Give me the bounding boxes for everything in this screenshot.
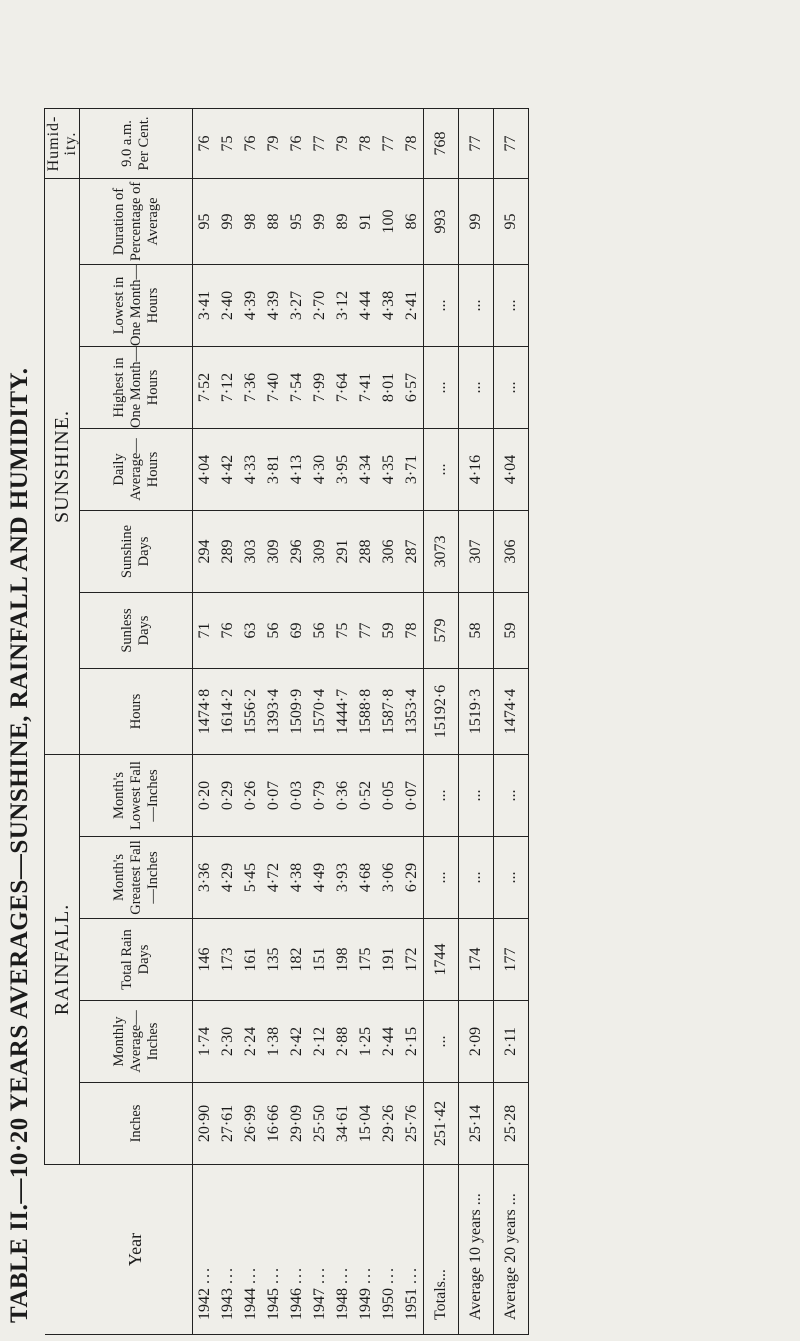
- avg10-sunshine: 307: [459, 511, 494, 593]
- cell-highest: 7·64: [334, 372, 351, 403]
- cell-lowest: 0·05: [380, 780, 397, 811]
- totals-label: Totals...: [424, 1165, 459, 1335]
- avg20-monthly: 2·11: [494, 1001, 529, 1083]
- cell-humidity: 77: [311, 135, 328, 152]
- cell-sunshine: 287: [403, 539, 420, 564]
- cell-humidity: 75: [219, 135, 236, 152]
- totals-lowest: ...: [424, 755, 459, 837]
- header-duration-percentage: Duration of Percentage of Average: [80, 179, 193, 265]
- year-column: [193, 1165, 424, 1335]
- cell-duration: 95: [196, 213, 213, 230]
- year-corner: [45, 1165, 80, 1335]
- cell-hours: 1587·8: [380, 688, 397, 735]
- averages-table: [44, 108, 529, 1335]
- year-label: 1951: [403, 1288, 420, 1320]
- monthly-average-column: [193, 1001, 424, 1083]
- header-total-rain-days: Total Rain Days: [80, 919, 193, 1001]
- totals-humidity: 768: [424, 109, 459, 179]
- cell-highest: 7·54: [288, 372, 305, 403]
- cell-sunless: 75: [334, 622, 351, 639]
- cell-sunless: 71: [196, 622, 213, 639]
- year-ellipsis: ...: [357, 1266, 374, 1284]
- cell-year: [377, 1165, 400, 1320]
- cell-highest: 7·12: [219, 372, 236, 403]
- cell-sunshine: 291: [334, 539, 351, 564]
- cell-humidity: 79: [334, 135, 351, 152]
- year-ellipsis: ...: [265, 1266, 282, 1284]
- header-sunshine-days: Sunshine Days: [80, 511, 193, 593]
- rain-days-column: [193, 919, 424, 1001]
- cell-lowest: 0·03: [288, 780, 305, 811]
- cell-duration: 95: [288, 213, 305, 230]
- year-ellipsis: ...: [334, 1266, 351, 1284]
- year-label: 1950: [380, 1288, 397, 1320]
- cell-greatest: 3·36: [196, 862, 213, 893]
- cell-sunless: 56: [265, 622, 282, 639]
- cell-greatest: 4·38: [288, 862, 305, 893]
- totals-greatest: ...: [424, 837, 459, 919]
- cell-inches: 27·61: [219, 1104, 236, 1143]
- cell-highest: 8·01: [380, 372, 397, 403]
- avg10-ellipsis: ...: [467, 1193, 484, 1206]
- cell-sunless: 56: [311, 622, 328, 639]
- cell-days: 191: [380, 947, 397, 972]
- cell-duration: 99: [311, 213, 328, 230]
- cell-days: 182: [288, 947, 305, 972]
- cell-inches: 16·66: [265, 1104, 282, 1143]
- year-label: 1944: [242, 1288, 259, 1320]
- cell-days: 151: [311, 947, 328, 972]
- cell-inches: 29·09: [288, 1104, 305, 1143]
- cell-monthly: 2·42: [288, 1026, 305, 1057]
- cell-monthly: 2·44: [380, 1026, 397, 1057]
- cell-lowest_h: 3·12: [334, 290, 351, 321]
- cell-daily: 4·30: [311, 454, 328, 485]
- cell-daily: 4·34: [357, 454, 374, 485]
- cell-days: 172: [403, 947, 420, 972]
- header-year: Year: [80, 1165, 193, 1335]
- year-ellipsis: ...: [311, 1266, 328, 1284]
- cell-sunshine: 309: [265, 539, 282, 564]
- header-lowest-fall: Month's Lowest Fall—Inches: [80, 755, 193, 837]
- cell-highest: 7·36: [242, 372, 259, 403]
- cell-lowest: 0·79: [311, 780, 328, 811]
- cell-inches: 26·99: [242, 1104, 259, 1143]
- cell-duration: 88: [265, 213, 282, 230]
- cell-days: 173: [219, 947, 236, 972]
- sunshine-group-header: SUNSHINE.: [45, 179, 80, 755]
- avg20-days: 177: [494, 919, 529, 1001]
- cell-sunshine: 309: [311, 539, 328, 564]
- cell-lowest_h: 4·44: [357, 290, 374, 321]
- cell-daily: 3·71: [403, 454, 420, 485]
- yearly-rows: [193, 109, 424, 1335]
- avg10-monthly: 2·09: [459, 1001, 494, 1083]
- avg20-humidity: 77: [494, 109, 529, 179]
- daily-average-column: [193, 429, 424, 511]
- cell-daily: 3·81: [265, 454, 282, 485]
- avg10-greatest: ...: [459, 837, 494, 919]
- cell-lowest_h: 3·27: [288, 290, 305, 321]
- cell-hours: 1614·2: [219, 688, 236, 735]
- cell-hours: 1474·8: [196, 688, 213, 735]
- cell-greatest: 6·29: [403, 862, 420, 893]
- cell-highest: 7·52: [196, 372, 213, 403]
- avg10-duration: 99: [459, 179, 494, 265]
- cell-year: [216, 1165, 239, 1320]
- cell-hours: 1509·9: [288, 688, 305, 735]
- cell-duration: 86: [403, 213, 420, 230]
- avg10-label: [459, 1165, 494, 1335]
- cell-lowest_h: 2·41: [403, 290, 420, 321]
- year-ellipsis: ...: [242, 1266, 259, 1284]
- cell-duration: 98: [242, 213, 259, 230]
- cell-lowest: 0·20: [196, 780, 213, 811]
- avg20-label: [494, 1165, 529, 1335]
- cell-humidity: 77: [380, 135, 397, 152]
- year-label: 1945: [265, 1288, 282, 1320]
- year-ellipsis: ...: [196, 1266, 213, 1284]
- cell-highest: 6·57: [403, 372, 420, 403]
- cell-sunless: 59: [380, 622, 397, 639]
- cell-hours: 1588·8: [357, 688, 374, 735]
- cell-year: [331, 1165, 354, 1320]
- cell-sunless: 76: [219, 622, 236, 639]
- avg10-humidity: 77: [459, 109, 494, 179]
- cell-sunless: 78: [403, 622, 420, 639]
- cell-year: [285, 1165, 308, 1320]
- cell-daily: 4·35: [380, 454, 397, 485]
- cell-humidity: 78: [357, 135, 374, 152]
- cell-hours: 1393·4: [265, 688, 282, 735]
- cell-year: [400, 1165, 423, 1320]
- cell-lowest: 0·07: [403, 780, 420, 811]
- year-ellipsis: ...: [380, 1266, 397, 1284]
- avg20-duration: 95: [494, 179, 529, 265]
- sunshine-days-column: [193, 511, 424, 593]
- cell-lowest_h: 2·40: [219, 290, 236, 321]
- cell-inches: 25·76: [403, 1104, 420, 1143]
- year-ellipsis: ...: [403, 1266, 420, 1284]
- cell-days: 146: [196, 947, 213, 972]
- cell-days: 135: [265, 947, 282, 972]
- avg20-lowest: ...: [494, 755, 529, 837]
- totals-duration: 993: [424, 179, 459, 265]
- table-title: TABLE II.—10·20 YEARS AVERAGES—SUNSHINE, RAINFALL AND HUMIDITY.: [6, 367, 33, 1323]
- cell-sunshine: 288: [357, 539, 374, 564]
- cell-hours: 1570·4: [311, 688, 328, 735]
- cell-monthly: 2·12: [311, 1026, 328, 1057]
- cell-year: [262, 1165, 285, 1320]
- header-highest-month: Highest in One Month—Hours: [80, 347, 193, 429]
- avg10-lowest: ...: [459, 755, 494, 837]
- cell-daily: 4·13: [288, 454, 305, 485]
- cell-sunshine: 294: [196, 539, 213, 564]
- totals-daily: ...: [424, 429, 459, 511]
- totals-highest: ...: [424, 347, 459, 429]
- totals-sunless: 579: [424, 593, 459, 669]
- header-lowest-month: Lowest in One Month—Hours: [80, 265, 193, 347]
- cell-lowest_h: 4·38: [380, 290, 397, 321]
- cell-lowest: 0·07: [265, 780, 282, 811]
- average-20-row: [494, 109, 529, 1335]
- cell-duration: 100: [380, 209, 397, 234]
- cell-greatest: 4·68: [357, 862, 374, 893]
- header-hours: Hours: [80, 669, 193, 755]
- cell-days: 198: [334, 947, 351, 972]
- cell-lowest_h: 4·39: [242, 290, 259, 321]
- cell-humidity: 76: [288, 135, 305, 152]
- cell-lowest: 0·52: [357, 780, 374, 811]
- cell-lowest_h: 4·39: [265, 290, 282, 321]
- cell-humidity: 76: [196, 135, 213, 152]
- humidity-group-header: Humid-ity.: [45, 109, 80, 179]
- cell-monthly: 1·38: [265, 1026, 282, 1057]
- cell-lowest: 0·29: [219, 780, 236, 811]
- cell-duration: 99: [219, 213, 236, 230]
- humidity-column: [193, 109, 424, 179]
- cell-greatest: 4·49: [311, 862, 328, 893]
- cell-inches: 34·61: [334, 1104, 351, 1143]
- year-ellipsis: ...: [219, 1266, 236, 1284]
- avg10-label-text: Average 10 years: [467, 1209, 484, 1320]
- cell-inches: 15·04: [357, 1104, 374, 1143]
- cell-monthly: 2·15: [403, 1026, 420, 1057]
- cell-sunshine: 303: [242, 539, 259, 564]
- cell-daily: 4·04: [196, 454, 213, 485]
- totals-days: 1744: [424, 919, 459, 1001]
- cell-greatest: 4·72: [265, 862, 282, 893]
- totals-inches: 251·42: [424, 1083, 459, 1165]
- lowest-fall-column: [193, 755, 424, 837]
- cell-year: [354, 1165, 377, 1320]
- cell-highest: 7·41: [357, 372, 374, 403]
- rainfall-group-header: RAINFALL.: [45, 755, 80, 1165]
- cell-daily: 4·33: [242, 454, 259, 485]
- cell-highest: 7·99: [311, 372, 328, 403]
- avg20-lowest-h: ...: [494, 265, 529, 347]
- cell-sunshine: 289: [219, 539, 236, 564]
- header-humidity: 9.0 a.m. Per Cent.: [80, 109, 193, 179]
- duration-column: [193, 179, 424, 265]
- year-label: 1949: [357, 1288, 374, 1320]
- year-label: 1948: [334, 1288, 351, 1320]
- cell-greatest: 4·29: [219, 862, 236, 893]
- header-inches: Inches: [80, 1083, 193, 1165]
- year-label: 1943: [219, 1288, 236, 1320]
- year-ellipsis: ...: [288, 1266, 305, 1284]
- highest-month-column: [193, 347, 424, 429]
- cell-hours: 1353·4: [403, 688, 420, 735]
- cell-monthly: 2·88: [334, 1026, 351, 1057]
- avg10-hours: 1519·3: [459, 669, 494, 755]
- header-sunless-days: Sunless Days: [80, 593, 193, 669]
- cell-inches: 20·90: [196, 1104, 213, 1143]
- cell-year: [308, 1165, 331, 1320]
- avg10-days: 174: [459, 919, 494, 1001]
- cell-sunshine: 296: [288, 539, 305, 564]
- cell-greatest: 5·45: [242, 862, 259, 893]
- totals-hours: 15192·6: [424, 669, 459, 755]
- cell-sunless: 63: [242, 622, 259, 639]
- header-daily-average: Daily Average—Hours: [80, 429, 193, 511]
- sunless-days-column: [193, 593, 424, 669]
- totals-row: [424, 109, 459, 1335]
- cell-inches: 25·50: [311, 1104, 328, 1143]
- avg10-lowest-h: ...: [459, 265, 494, 347]
- cell-days: 175: [357, 947, 374, 972]
- avg10-inches: 25·14: [459, 1083, 494, 1165]
- cell-hours: 1556·2: [242, 688, 259, 735]
- greatest-fall-column: [193, 837, 424, 919]
- lowest-month-column: [193, 265, 424, 347]
- avg10-highest: ...: [459, 347, 494, 429]
- cell-highest: 7·40: [265, 372, 282, 403]
- cell-days: 161: [242, 947, 259, 972]
- avg20-inches: 25·28: [494, 1083, 529, 1165]
- totals-lowest-h: ...: [424, 265, 459, 347]
- cell-hours: 1444·7: [334, 688, 351, 735]
- cell-humidity: 79: [265, 135, 282, 152]
- cell-humidity: 78: [403, 135, 420, 152]
- totals-sunshine: 3073: [424, 511, 459, 593]
- cell-sunshine: 306: [380, 539, 397, 564]
- hours-column: [193, 669, 424, 755]
- cell-daily: 4·42: [219, 454, 236, 485]
- year-label: 1947: [311, 1288, 328, 1320]
- cell-lowest_h: 3·41: [196, 290, 213, 321]
- cell-duration: 91: [357, 213, 374, 230]
- totals-monthly: ...: [424, 1001, 459, 1083]
- cell-year: [193, 1165, 216, 1320]
- avg20-label-text: Average 20 years: [502, 1209, 519, 1320]
- year-label: 1946: [288, 1288, 305, 1320]
- cell-monthly: 1·25: [357, 1026, 374, 1057]
- inches-column: [193, 1083, 424, 1165]
- cell-sunless: 77: [357, 622, 374, 639]
- cell-inches: 29·26: [380, 1104, 397, 1143]
- avg20-hours: 1474·4: [494, 669, 529, 755]
- header-greatest-fall: Month's Greatest Fall—Inches: [80, 837, 193, 919]
- cell-lowest_h: 2·70: [311, 290, 328, 321]
- avg20-sunless: 59: [494, 593, 529, 669]
- cell-year: [239, 1165, 262, 1320]
- cell-monthly: 1·74: [196, 1026, 213, 1057]
- average-10-row: [459, 109, 494, 1335]
- cell-humidity: 76: [242, 135, 259, 152]
- avg10-sunless: 58: [459, 593, 494, 669]
- header-monthly-average: Monthly Average—Inches: [80, 1001, 193, 1083]
- cell-greatest: 3·06: [380, 862, 397, 893]
- cell-daily: 3·95: [334, 454, 351, 485]
- cell-monthly: 2·24: [242, 1026, 259, 1057]
- avg10-daily: 4·16: [459, 429, 494, 511]
- cell-duration: 89: [334, 213, 351, 230]
- cell-greatest: 3·93: [334, 862, 351, 893]
- cell-monthly: 2·30: [219, 1026, 236, 1057]
- avg20-highest: ...: [494, 347, 529, 429]
- cell-sunless: 69: [288, 622, 305, 639]
- avg20-ellipsis: ...: [502, 1193, 519, 1206]
- avg20-daily: 4·04: [494, 429, 529, 511]
- cell-lowest: 0·36: [334, 780, 351, 811]
- avg20-sunshine: 306: [494, 511, 529, 593]
- avg20-greatest: ...: [494, 837, 529, 919]
- year-label: 1942: [196, 1288, 213, 1320]
- cell-lowest: 0·26: [242, 780, 259, 811]
